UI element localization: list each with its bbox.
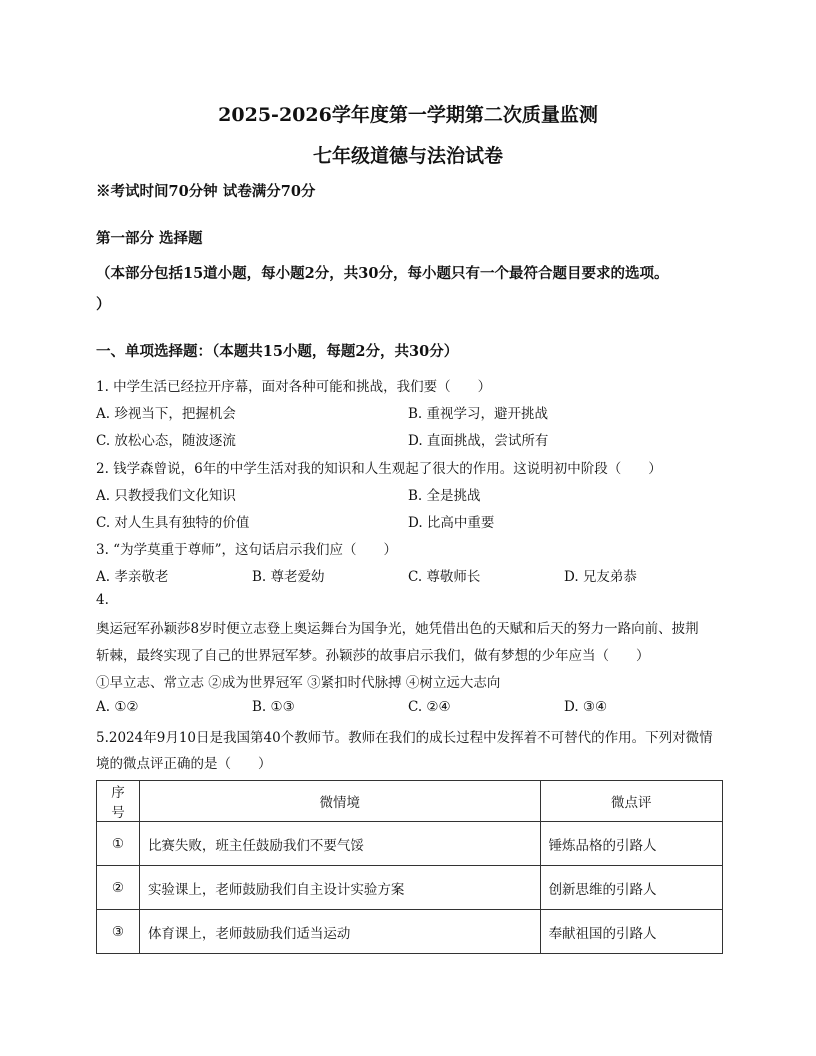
part-instruction-line1: （本部分包括15道小题，每小题2分，共30分，每小题只有一个最符合题目要求的选项。: [96, 265, 669, 282]
part-instruction-line2: ）: [96, 296, 111, 313]
table-row: [97, 866, 723, 910]
question-4-option-c: C. ②④: [408, 699, 451, 715]
table-cell-index: ②: [97, 866, 140, 910]
table-header-scenario: 微情境: [139, 781, 540, 822]
question-1-option-c: C. 放松心态，随波逐流: [96, 433, 236, 449]
question-1-option-a: A. 珍视当下，把握机会: [96, 406, 236, 422]
table-header-comment: 微点评: [540, 781, 722, 822]
exam-info: ※考试时间70分钟 试卷满分70分: [96, 183, 316, 200]
table-cell-index: ①: [97, 822, 140, 866]
question-3-option-a: A. 孝亲敬老: [96, 569, 169, 585]
part-heading: 第一部分 选择题: [96, 230, 203, 247]
question-3-option-b: B. 尊老爱幼: [252, 569, 325, 585]
table-cell-scenario: 体育课上，老师鼓励我们适当运动: [139, 910, 540, 954]
question-1-stem: 1. 中学生活已经拉开序幕，面对各种可能和挑战，我们要（ ）: [96, 379, 492, 395]
question-2-stem: 2. 钱学森曾说，6年的中学生活对我的知识和人生观起了很大的作用。这说明初中阶段（ ）: [96, 461, 662, 477]
section-heading: 一、单项选择题：（本题共15小题，每题2分，共30分）: [96, 343, 459, 360]
table-cell-index: ③: [97, 910, 140, 954]
question-2-option-c: C. 对人生具有独特的价值: [96, 515, 250, 531]
question-4-stem-line1: 奥运冠军孙颖莎8岁时便立志登上奥运舞台为国争光，她凭借出色的天赋和后天的努力一路向前、披荆: [96, 621, 699, 637]
question-1-option-b: B. 重视学习，避开挑战: [408, 406, 549, 422]
question-3-option-c: C. 尊敬师长: [408, 569, 481, 585]
question-1-option-d: D. 直面挑战，尝试所有: [408, 433, 549, 449]
question-5-table: [96, 780, 723, 954]
table-row: [97, 822, 723, 866]
table-cell-comment: 创新思维的引路人: [540, 866, 722, 910]
table-cell-comment: 锤炼品格的引路人: [540, 822, 722, 866]
table-cell-scenario: 比赛失败，班主任鼓励我们不要气馁: [139, 822, 540, 866]
table-cell-comment: 奉献祖国的引路人: [540, 910, 722, 954]
question-4-number: 4.: [96, 592, 109, 608]
table-cell-scenario: 实验课上，老师鼓励我们自主设计实验方案: [139, 866, 540, 910]
table-header-index: 序号: [97, 781, 140, 822]
question-4-stem-line2: 斩棘，最终实现了自己的世界冠军梦。孙颖莎的故事启示我们，做有梦想的少年应当（ ）: [96, 648, 650, 664]
exam-title: 2025-2026学年度第一学期第二次质量监测: [218, 104, 598, 126]
exam-subtitle: 七年级道德与法治试卷: [312, 145, 503, 167]
question-4-items: ①早立志、常立志 ②成为世界冠军 ③紧扣时代脉搏 ④树立远大志向: [96, 675, 501, 691]
question-4-option-b: B. ①③: [252, 699, 295, 715]
question-3-option-d: D. 兄友弟恭: [564, 569, 637, 585]
question-4-option-a: A. ①②: [96, 699, 139, 715]
table-row: [97, 910, 723, 954]
question-4-option-d: D. ③④: [564, 699, 608, 715]
question-2-option-a: A. 只教授我们文化知识: [96, 488, 236, 504]
table-header-row: [97, 781, 723, 822]
question-2-option-b: B. 全是挑战: [408, 488, 481, 504]
question-5-stem-line1: 5.2024年9月10日是我国第40个教师节。教师在我们的成长过程中发挥着不可替代的作用。下列对微情: [96, 730, 713, 746]
question-2-option-d: D. 比高中重要: [408, 515, 495, 531]
question-3-stem: 3. “为学莫重于尊师”，这句话启示我们应（ ）: [96, 542, 397, 558]
question-5-stem-line2: 境的微点评正确的是（ ）: [96, 756, 272, 772]
